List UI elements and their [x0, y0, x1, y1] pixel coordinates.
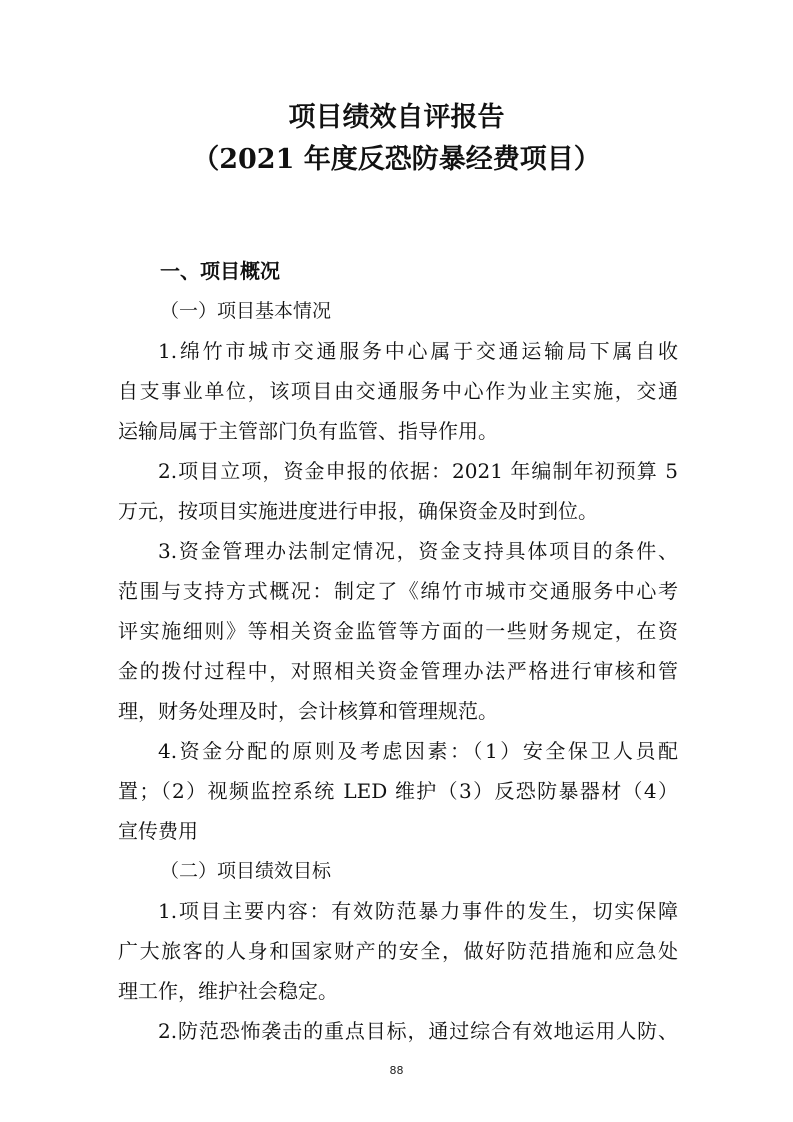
paragraph-line: 2.防范恐怖袭击的重点目标，通过综合有效地运用人防、	[158, 1019, 678, 1043]
paragraph-line: 运输局属于主管部门负有监管、指导作用。	[118, 419, 498, 443]
paragraph-line: 1.绵竹市城市交通服务中心属于交通运输局下属自收	[158, 339, 678, 363]
paragraph-line: 广大旅客的人身和国家财产的安全，做好防范措施和应急处	[118, 939, 678, 963]
subsection-heading-basic-info: （一）项目基本情况	[160, 300, 332, 322]
paragraph-line: 评实施细则》等相关资金监管等方面的一些财务规定，在资	[118, 619, 678, 643]
page-number: 88	[389, 1064, 404, 1077]
report-subtitle: （2021 年度反恐防暴经费项目）	[192, 144, 601, 175]
paragraph-line: 理工作，维护社会稳定。	[118, 979, 338, 1003]
paragraph-line: 万元，按项目实施进度进行申报，确保资金及时到位。	[118, 499, 598, 523]
subsection-heading-performance-goals: （二）项目绩效目标	[160, 860, 332, 882]
paragraph-line: 理，财务处理及时，会计核算和管理规范。	[118, 699, 498, 723]
paragraph-line: 置；（2）视频监控系统 LED 维护（3）反恐防暴器材（4）	[118, 779, 678, 803]
report-title: 项目绩效自评报告	[288, 102, 505, 133]
paragraph-line: 范围与支持方式概况：制定了《绵竹市城市交通服务中心考	[118, 579, 678, 603]
paragraph-line: 4.资金分配的原则及考虑因素：（1）安全保卫人员配	[158, 739, 678, 763]
paragraph-line: 宣传费用	[118, 819, 198, 843]
paragraph-line: 金的拨付过程中，对照相关资金管理办法严格进行审核和管	[118, 659, 678, 683]
paragraph-line: 3.资金管理办法制定情况，资金支持具体项目的条件、	[158, 539, 678, 563]
paragraph-line: 2.项目立项，资金申报的依据：2021 年编制年初预算 5	[158, 459, 678, 483]
paragraph-line: 自支事业单位，该项目由交通服务中心作为业主实施，交通	[118, 379, 678, 403]
paragraph-line: 1.项目主要内容：有效防范暴力事件的发生，切实保障	[158, 899, 678, 923]
section-heading-project-overview: 一、项目概况	[160, 259, 280, 283]
